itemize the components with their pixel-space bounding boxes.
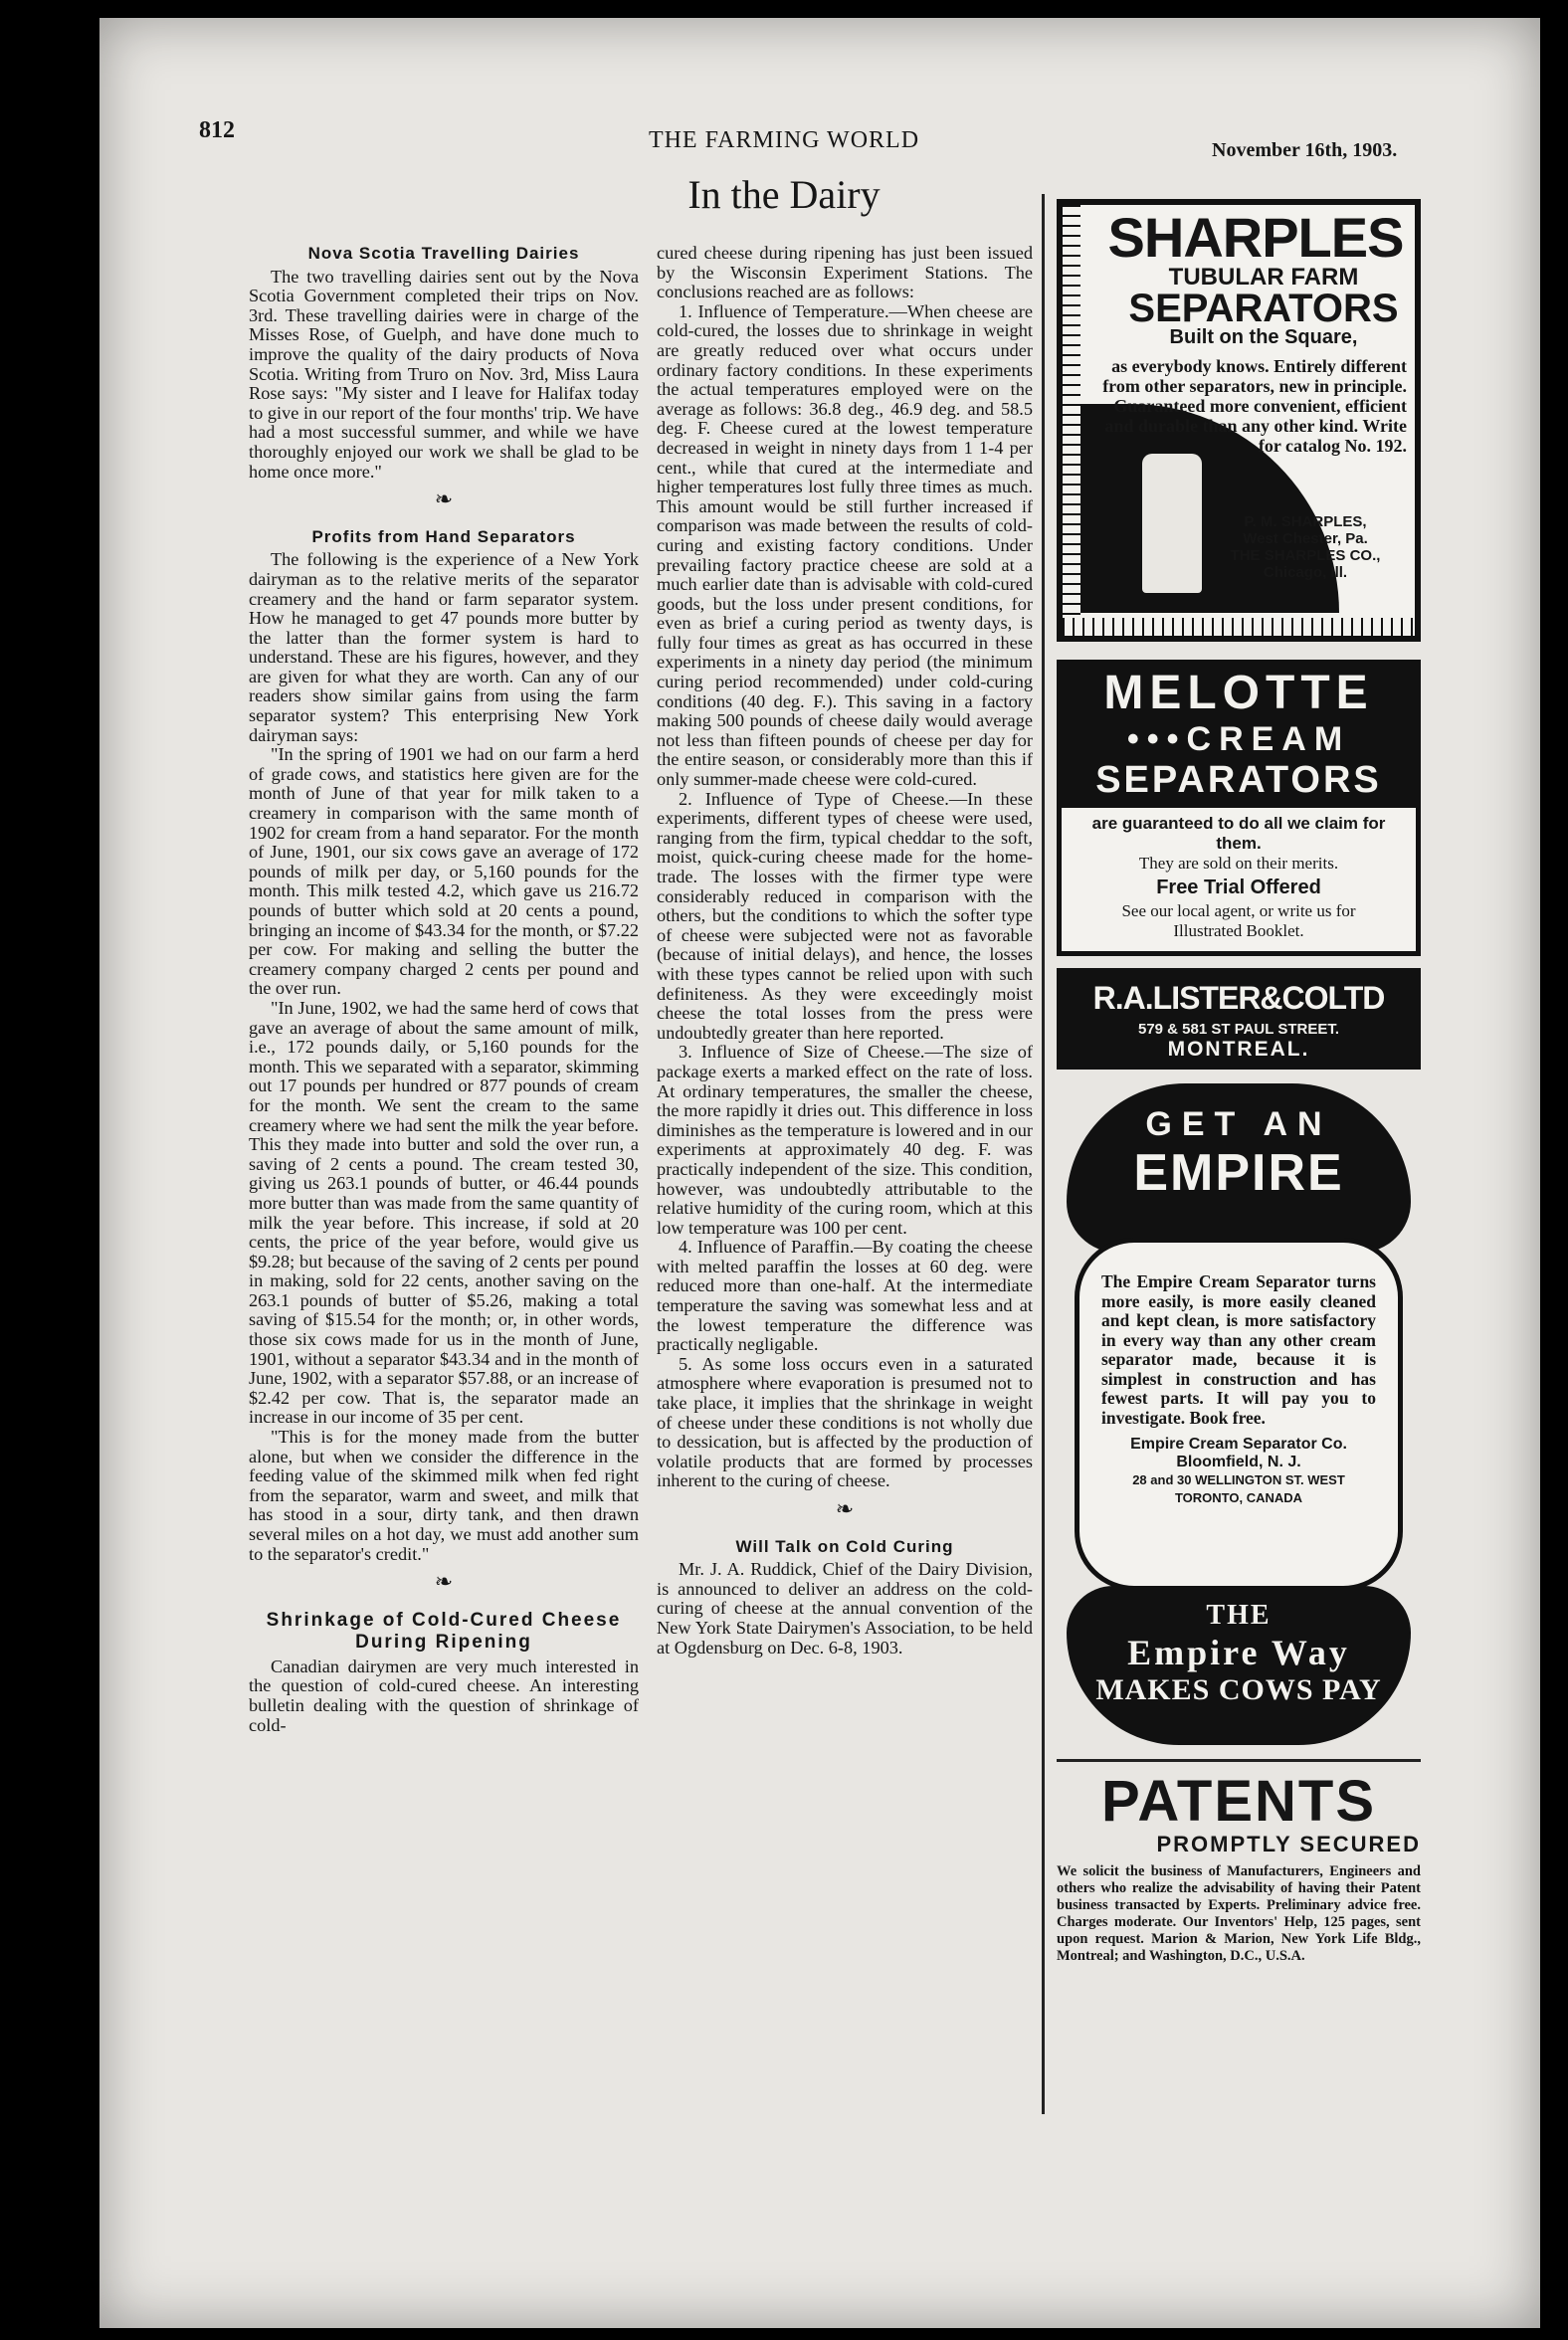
melotte-b1: are guaranteed to do all we claim for them.	[1091, 814, 1386, 853]
empire-top1: GET AN	[1145, 1105, 1332, 1143]
empire-body-panel	[1075, 1238, 1403, 1591]
column-1	[249, 244, 639, 1735]
empire-body: The Empire Cream Separator turns more easily, is more easily cleaned and kept clean, is more satisfactory in every way than any other cream separator made, because it is simplest in construction and has fewest parts. It will pay you to investigate. Book free.	[1101, 1271, 1376, 1428]
empire-top-banner	[1067, 1083, 1411, 1253]
ornament-icon: ❧	[434, 487, 454, 512]
sharples-body: as everybody knows. Entirely different from other separators, new in principle. Guaranteed more convenient, efficient and durable than any other kind. Write for catalog No. 192.	[1102, 356, 1407, 456]
heading-shrinkage: Shrinkage of Cold-Cured Cheese During Ripening	[266, 1609, 622, 1653]
melotte-b3: Free Trial Offered	[1156, 877, 1321, 898]
sharples-line3: Built on the Square,	[1169, 326, 1358, 348]
sharples-addr4: Chicago, Ill.	[1263, 564, 1348, 581]
ruler-border	[1063, 205, 1080, 636]
lister-name: R.A.LISTER&COLTD	[1092, 980, 1385, 1016]
paragraph: "This is for the money made from the butter alone, but when we consider the difference in the feeding value of the skimmed milk when fed right from the separator, warm and sweet, and milk that has stood in a sour, dirty tank, and then drawn several miles on a hot day, we must add another sum to the separator's credit."	[249, 1427, 639, 1564]
lister-city: MONTREAL.	[1167, 1038, 1310, 1061]
paragraph: 1. Influence of Temperature.—When cheese are cold-cured, the losses due to shrinkage in weight are greatly reduced over what occurs under ordinary factory conditions. In these experiments the actual temperatures employed were on the average as follows: 36.8 deg., 46.9 deg. and 58.5 deg. F. Cheese cured at the lowest temperature decreased in weight in ninety days from 1 1-4 per cent., while that cured at the intermediate and higher temperatures lost fully three times as much. This amount would be still further increased if comparison was made between the results of cold-curing and existing factory conditions. Under prevailing factory practice cheese are sold at a much earlier date than is advisable with cold-cured goods, but the loss under present conditions, for even as brief a curing period as twenty days, is fully four times as great as has occurred in these experiments in a ninety day period (the minimum curing period recommended) under cold-curing conditions (40 deg. F.). This saving in a factory making 500 pounds of cheese daily would average not less than fifteen pounds of cheese per day for the entire season, or considerably more than this if only summer-made cheese were cold-cured.	[657, 300, 1033, 790]
melotte-b4: See our local agent, or write us for	[1121, 901, 1356, 920]
lister-address: 579 & 581 ST PAUL STREET.	[1137, 1021, 1340, 1038]
sharples-line1: TUBULAR FARM	[1168, 264, 1359, 291]
paragraph: The following is the experience of a New York dairyman as to the relative merits of the separator creamery and the hand or farm separator system. How he managed to get 47 pounds more butter by the latter than the former system is hard to understand. These are his figures, however, and they are given for what they are worth. Can any of our readers show similar gains from using the farm separator system? This enterprising New York dairyman says:	[249, 549, 639, 745]
sharples-address	[1206, 513, 1405, 581]
running-head: THE FARMING WORLD	[648, 127, 920, 153]
patents-body: We solicit the business of Manufacturers, Engineers and others who realize the advisability of having their Patent business transacted by Experts. Preliminary advice free. Charges moderate. Our Inventors' Help, 125 pages, sent upon request. Marion & Marion, New York Life Bldg., Montreal; and Washington, D.C., U.S.A.	[1057, 1863, 1421, 1964]
ad-empire	[1057, 1083, 1421, 1745]
paragraph: The two travelling dairies sent out by the Nova Scotia Government completed their trips on Nov. 3rd. These travelling dairies were in charge of the Misses Rose, of Guelph, and have done much to improve the quality of the dairy products of Nova Scotia. Writing from Truro on Nov. 3rd, Miss Laura Rose says: "My sister and I leave for Halifax today to give in our report of the four months' trip. We have had a most successful summer, and while we have thoroughly enjoyed our work we shall be glad to be home once more."	[249, 266, 639, 482]
paragraph: 2. Influence of Type of Cheese.—In these experiments, different types of cheese were used, ranging from the firm, typical cheddar to the soft, moist, quick-curing cheese made for the home-trade. The losses with the firmer type were considerably reduced in comparison with the others, but the conditions to which the softer type of cheese were subjected were not as favorable (because of initial delays), and hence, the losses with these types cannot be relied upon with such definiteness. As they were exceedingly moist cheese the total losses from the press were undoubtedly greater than here reported.	[657, 788, 1033, 1043]
sharples-addr1: P. M. SHARPLES,	[1244, 513, 1367, 530]
melotte-line1: MELOTTE	[1103, 667, 1374, 719]
separator-machine-icon	[1142, 454, 1202, 593]
page-number: 812	[199, 117, 235, 143]
ad-lister	[1057, 968, 1421, 1070]
melotte-banner	[1057, 660, 1421, 808]
empire-top2: EMPIRE	[1133, 1144, 1344, 1202]
ads-column	[1057, 199, 1421, 1965]
ad-sharples	[1057, 199, 1421, 642]
section-title: In the Dairy	[687, 172, 881, 217]
patents-subtitle: PROMPTLY SECURED	[1156, 1832, 1421, 1856]
issue-date: November 16th, 1903.	[1212, 139, 1398, 161]
ornament-icon: ❧	[835, 1496, 855, 1521]
paragraph: Mr. J. A. Ruddick, Chief of the Dairy Division, is announced to deliver an address on the cold-curing of cheese at the annual convention of the New York State Dairymen's Association, to be held at Ogdensburg on Dec. 6-8, 1903.	[657, 1559, 1033, 1658]
ruler-border-bottom	[1063, 618, 1415, 636]
sharples-addr2: West Chester, Pa.	[1243, 530, 1368, 547]
melotte-b2: They are sold on their merits.	[1138, 854, 1339, 873]
patents-title: PATENTS	[1100, 1769, 1377, 1834]
paragraph: 3. Influence of Size of Cheese.—The size of package exerts a marked effect on the rate of loss. At ordinary temperatures, the smaller the cheese, the more rapidly it dries out. This difference in loss diminishes as the temperature is lowered and in our experiments at approximately 40 deg. F. was practically independent of the size. This condition, however, was undoubtedly attributable to the relative humidity of the curing room, which at this low temperature was 100 per cent.	[657, 1042, 1033, 1238]
empire-co1: Empire Cream Separator Co.	[1130, 1436, 1347, 1453]
empire-co3: 28 and 30 WELLINGTON ST. WEST	[1132, 1472, 1345, 1487]
paragraph: Canadian dairymen are very much interested in the question of cold-cured cheese. An interesting bulletin dealing with the question of shrinkage of cold-	[249, 1656, 639, 1735]
empire-co4: TORONTO, CANADA	[1174, 1490, 1303, 1505]
ad-patents	[1057, 1759, 1421, 1965]
empire-bot2: Empire Way	[1127, 1633, 1350, 1672]
paragraph: 5. As some loss occurs even in a saturated atmosphere where evaporation is presumed not to take place, it implies that the shrinkage in weight of cheese under these conditions is not wholly due to dessication, but is affected by the production of volatile products that are formed by processes inherent to the curing of cheese.	[657, 1353, 1033, 1491]
empire-bot1: THE	[1206, 1600, 1272, 1631]
paragraph: cured cheese during ripening has just been issued by the Wisconsin Experiment Stations. The conclusions reached are as follows:	[657, 243, 1033, 302]
melotte-line2: •••CREAM	[1126, 720, 1351, 758]
column-2	[657, 244, 1033, 1658]
paragraph: "In the spring of 1901 we had on our farm a herd of grade cows, and statistics here given are for the month of June of that year for milk taken to a creamery in comparison with the same month of 1902 for cream from a hand separator. For the month of June, 1901, our six cows gave an average of 172 pounds of milk per day, or 5,160 pounds for the month. This milk tested 4.2, which gave us 216.72 pounds of butter which sold at 20 cents a pound, bringing an income of $43.34 for the month, or $7.22 per cow. For making and selling the butter the creamery company charged 2 cents per pound and the over run.	[249, 744, 639, 999]
melotte-body	[1057, 808, 1421, 956]
sharples-line2: SEPARATORS	[1128, 287, 1399, 330]
heading-nova-scotia: Nova Scotia Travelling Dairies	[307, 244, 580, 263]
sharples-addr3: THE SHARPLES CO.,	[1230, 547, 1381, 564]
ad-melotte	[1057, 660, 1421, 956]
paragraph: "In June, 1902, we had the same herd of cows that gave an average of about the same amount of milk, i.e., 172 pounds daily, or 5,160 pounds for the month. This we separated with a separator, skimming out 17 pounds per hundred or 877 pounds of cream for the month. We sent the cream to the same creamery where we had sent the milk the year before. This they made into butter and sold the over run, a saving of 2 cents a pound. The cream tested 30, giving us 263.1 pounds of butter, or 46.44 pounds more butter than was made from the same quantity of milk the year before. This increase, if sold at 20 cents, the price of the year before, would give us $9.28; but because of the saving of 2 cents per pound in making, sold for 22 cents, another saving on the 263.1 pounds of butter of $5.26, making a total saving of $15.54 for the month; or, in other words, those six cows made for us in the month of June, 1901, without a separator $43.34 and in the month of June, 1902, with a separator $57.88, or an increase of $2.42 per cow. That is, the separator made an increase in our income of 35 per cent.	[249, 997, 639, 1428]
melotte-line3: SEPARATORS	[1095, 759, 1382, 801]
sharples-title: SHARPLES	[1107, 206, 1404, 269]
heading-profits: Profits from Hand Separators	[311, 526, 576, 546]
empire-bottom-banner	[1067, 1586, 1411, 1745]
ornament-icon: ❧	[434, 1569, 454, 1595]
empire-co2: Bloomfield, N. J.	[1176, 1454, 1301, 1470]
empire-bot3: MAKES COWS PAY	[1095, 1673, 1382, 1706]
paragraph: 4. Influence of Paraffin.—By coating the cheese with melted paraffin the losses at 60 deg. were reduced more than one-half. At the intermediate temperature the saving was somewhat less and at the lowest temperature the difference was practically negligable.	[657, 1237, 1033, 1355]
melotte-b5: Illustrated Booklet.	[1173, 921, 1304, 940]
column-rule	[1042, 194, 1045, 2114]
heading-cold-curing: Will Talk on Cold Curing	[735, 1536, 954, 1556]
